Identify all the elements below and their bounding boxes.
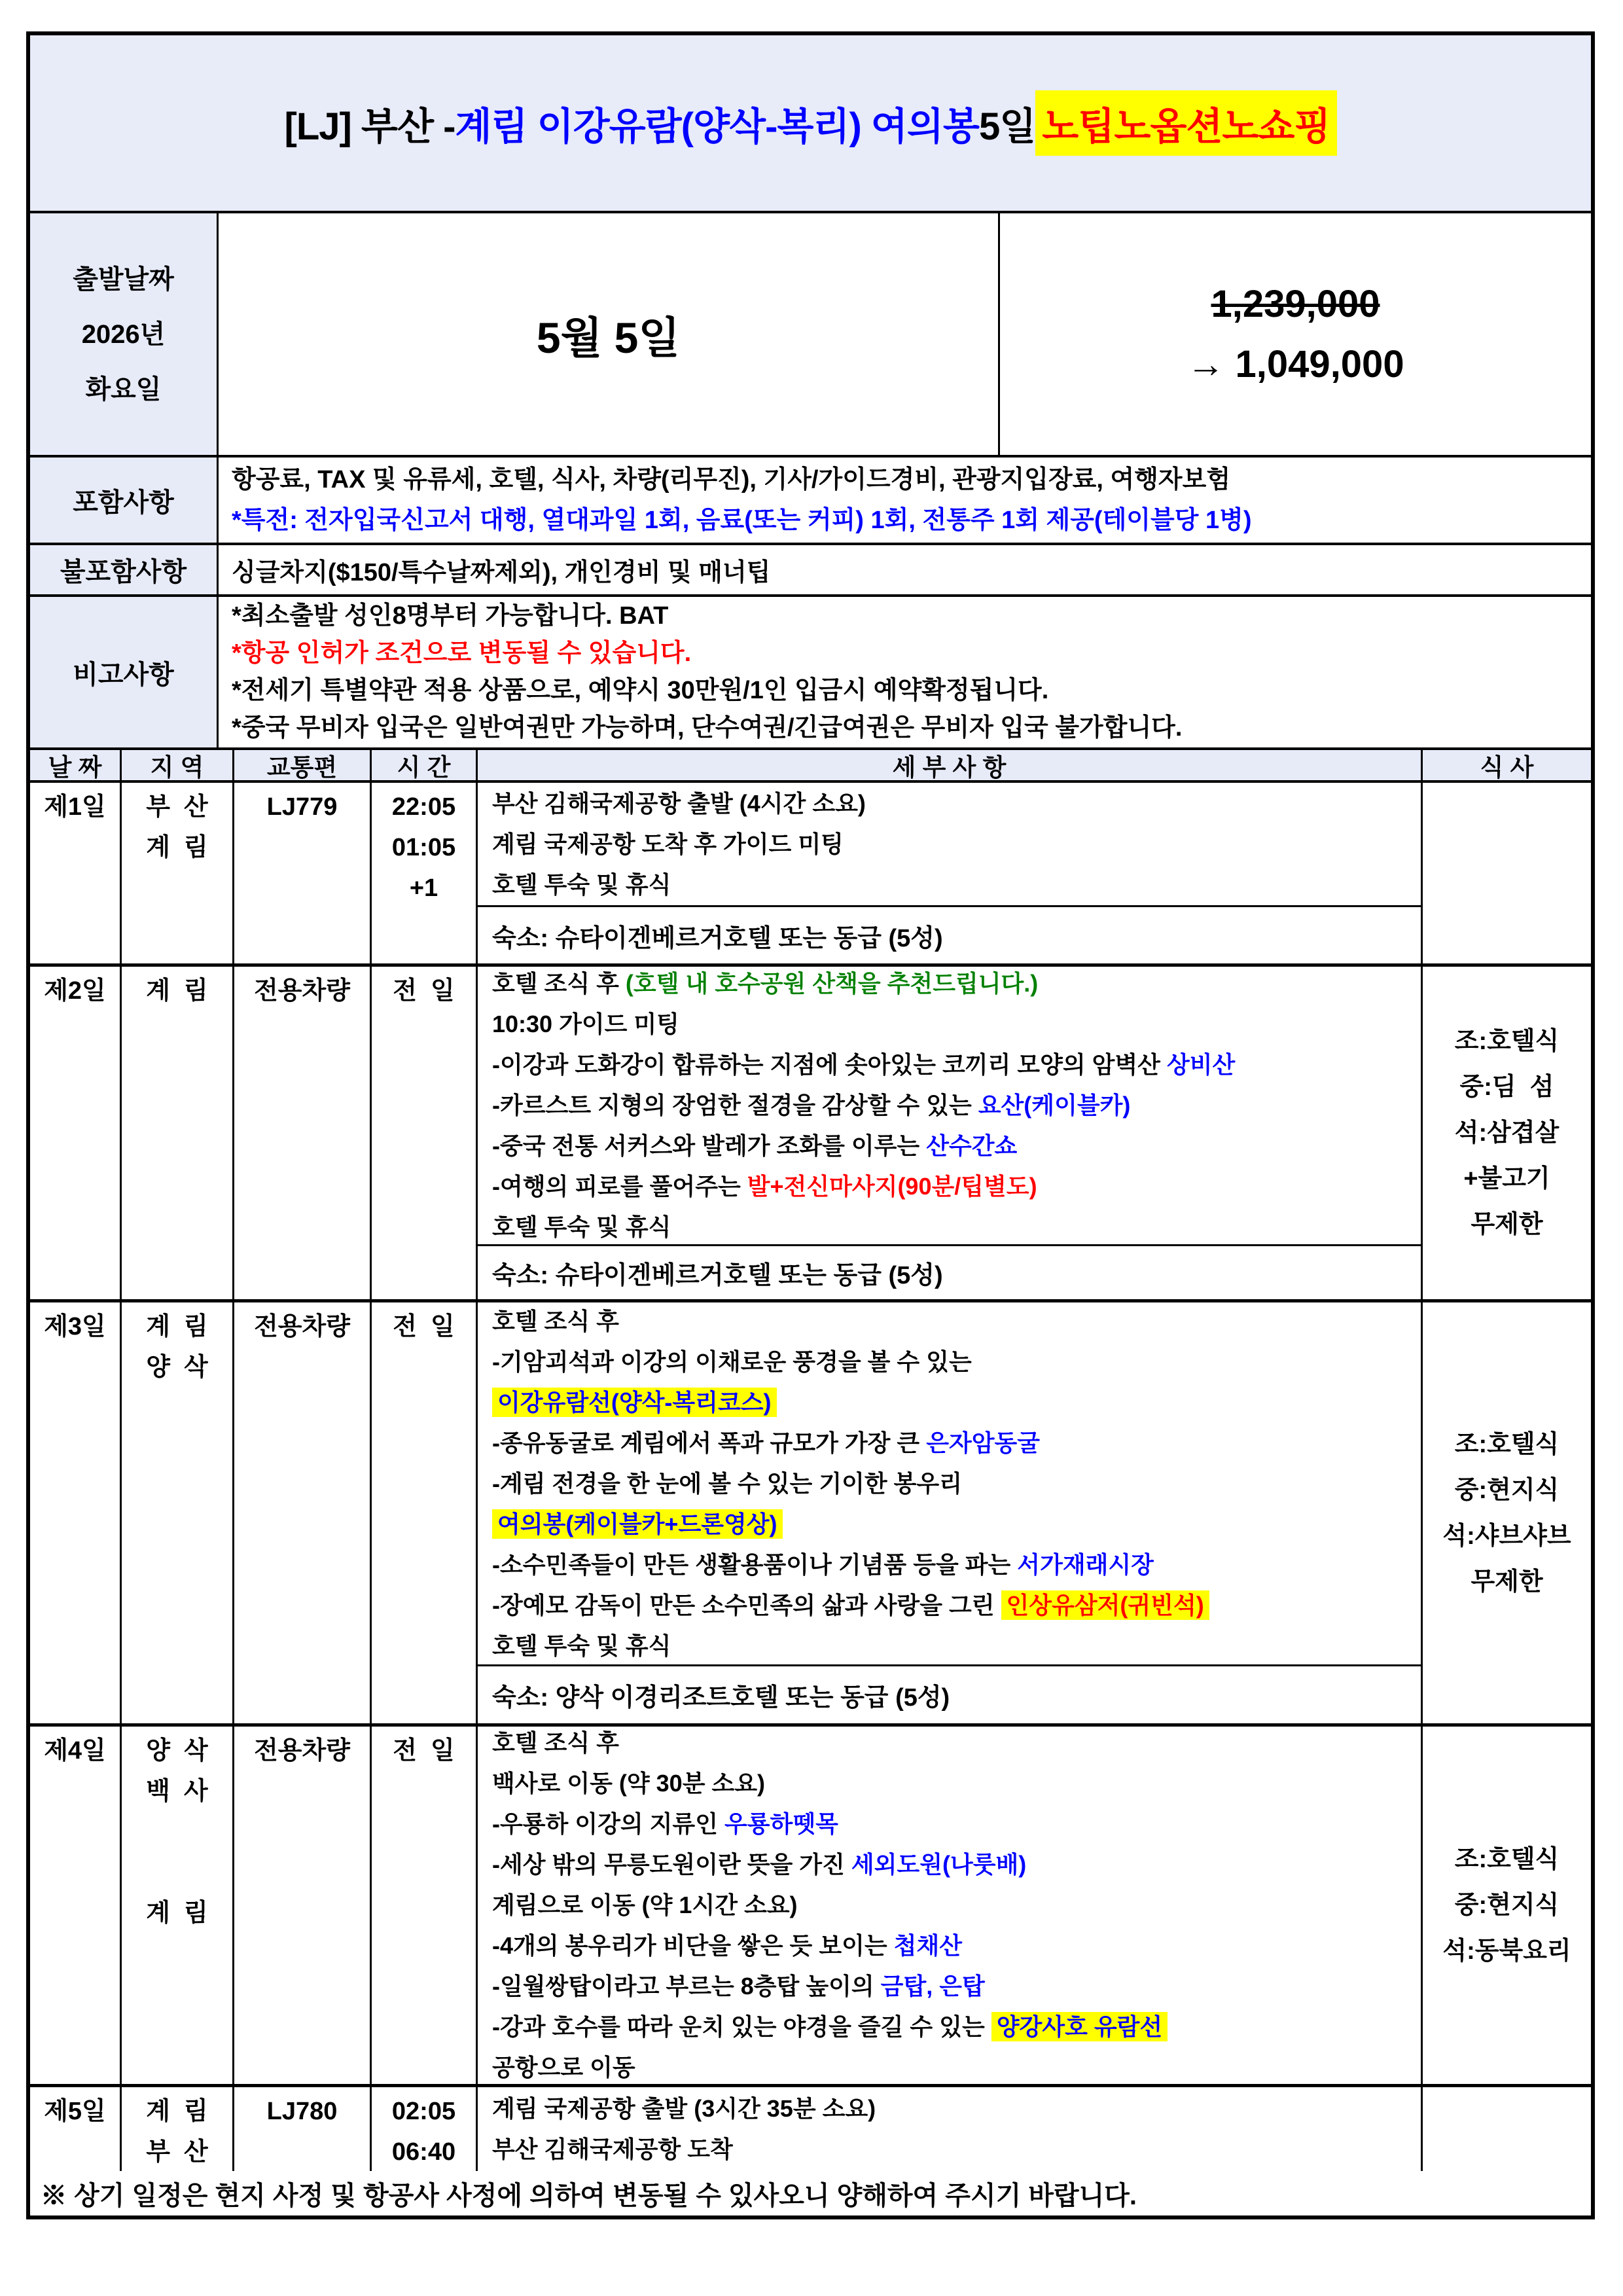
header-region: 지 역	[122, 750, 234, 780]
title-tour-name: 계림 이강유람(양삭-복리) 여의봉	[455, 105, 979, 148]
time-value: 22:05	[391, 793, 456, 821]
excluded-row	[30, 545, 1591, 597]
title-no-tip-badge: 노팁노옵션노쇼핑	[1035, 90, 1336, 156]
detail-cell	[478, 1727, 1423, 2084]
excluded-label: 불포함사항	[60, 558, 187, 586]
notes-line: *항공 인허가 조건으로 변동될 수 있습니다.	[232, 639, 692, 667]
day-label: 제5일	[44, 2098, 106, 2125]
time-cell	[372, 783, 478, 963]
included-line2: *특전: 전자입국신고서 대행, 열대과일 1회, 음료(또는 커피) 1회, 전통주 1회 제공(테이블당 1병)	[232, 507, 1252, 534]
text-segment: -장예모 감독이 만든 소수민족의 삶과 사랑을 그린	[492, 1591, 1001, 1619]
text-segment: -여행의 피로를 풀어주는	[492, 1173, 747, 1200]
included-label: 포함사항	[73, 488, 174, 517]
transport-name: LJ780	[266, 2098, 338, 2125]
meal-line: 중:현지식	[1454, 1476, 1560, 1504]
detail-line	[492, 1804, 1421, 1844]
new-price: 1,049,000	[1235, 342, 1404, 386]
document-title	[30, 35, 1591, 213]
region-cell	[122, 967, 234, 1299]
detail-lines	[478, 783, 1421, 905]
text-segment: 호텔 조식 후	[492, 1307, 619, 1335]
price-cell	[1000, 213, 1591, 455]
day-label-cell	[30, 1302, 122, 1723]
itinerary-document	[26, 31, 1595, 2219]
day-label-cell	[30, 1727, 122, 2084]
detail-line	[492, 1966, 1421, 2007]
detail-line	[492, 1342, 1421, 1382]
detail-lines	[478, 2087, 1421, 2171]
day-label: 제2일	[44, 977, 106, 1005]
detail-line	[492, 1207, 1421, 1244]
detail-cell	[478, 2087, 1423, 2171]
region-name: 부 산	[146, 793, 208, 821]
text-segment: -4개의 봉우리가 비단을 쌓은 듯 보이는	[492, 1932, 894, 1959]
region-cell	[122, 1727, 234, 2084]
header-date: 날 짜	[30, 750, 122, 780]
text-segment: 은자암동굴	[926, 1429, 1041, 1456]
detail-line	[492, 2089, 1421, 2129]
text-segment: -우룡하 이강의 지류인	[492, 1810, 724, 1837]
text-segment: 상비산	[1166, 1051, 1236, 1078]
detail-cell	[478, 967, 1423, 1299]
transport-cell	[234, 1302, 372, 1723]
notes-label-cell	[30, 597, 219, 747]
text-segment: 산수간쇼	[926, 1132, 1018, 1159]
text-segment: 호텔 조식 후	[492, 1729, 619, 1756]
included-label-cell	[30, 457, 219, 543]
title-prefix: [LJ] 부산 -	[284, 105, 455, 148]
time-value: 전 일	[393, 1737, 455, 1765]
region-name: 계 림	[146, 1313, 208, 1340]
detail-line	[492, 1166, 1421, 1207]
title-duration: 5일	[978, 105, 1036, 148]
time-value: 01:05	[391, 834, 456, 861]
meal-cell	[1423, 967, 1591, 1299]
detail-line	[492, 865, 1421, 905]
day-label: 제4일	[44, 1737, 106, 1765]
schedule-day-row	[30, 1727, 1591, 2087]
detail-lines	[478, 967, 1421, 1244]
schedule-day-row	[30, 783, 1591, 967]
excluded-label-cell	[30, 545, 219, 594]
day-label: 제3일	[44, 1313, 106, 1340]
text-segment: -기암괴석과 이강의 이채로운 풍경을 볼 수 있는	[492, 1348, 972, 1375]
detail-line	[492, 1926, 1421, 1966]
departure-label-cell	[30, 213, 219, 455]
notes-label: 비고사항	[73, 660, 174, 689]
time-cell	[372, 1302, 478, 1723]
excluded-body	[219, 545, 1591, 594]
text-segment: 금탑, 은탑	[880, 1973, 985, 2000]
day-label-cell	[30, 783, 122, 963]
text-segment: 계림으로 이동 (약 1시간 소요)	[492, 1892, 798, 1918]
departure-date: 5월 5일	[536, 314, 681, 362]
text-segment: 세외도원(나룻배)	[851, 1851, 1027, 1878]
region-name	[122, 1852, 232, 1893]
region-name: 백 사	[146, 1778, 208, 1805]
detail-line	[492, 1463, 1421, 1504]
text-segment: 계림 국제공항 출발 (3시간 35분 소요)	[492, 2095, 876, 2122]
transport-cell	[234, 967, 372, 1299]
transport-cell	[234, 783, 372, 963]
detail-line	[492, 1085, 1421, 1126]
detail-line	[492, 2047, 1421, 2084]
text-segment: -계림 전경을 한 눈에 볼 수 있는 기이한 봉우리	[492, 1469, 962, 1497]
text-segment: -일월쌍탑이라고 부르는 8층탑 높이의	[492, 1973, 881, 2000]
included-body	[219, 457, 1591, 543]
meal-cell	[1423, 1727, 1591, 2084]
text-segment: 공항으로 이동	[492, 2054, 635, 2081]
lodging-row: 숙소: 슈타이겐베르거호텔 또는 동급 (5성)	[478, 1244, 1421, 1299]
text-segment: 백사로 이동 (약 30분 소요)	[492, 1770, 766, 1797]
departure-label-line: 출발날짜	[73, 264, 174, 294]
text-segment: -종유동굴로 계림에서 폭과 규모가 가장 큰	[492, 1429, 927, 1456]
text-segment: 부산 김해국제공항 출발 (4시간 소요)	[492, 789, 866, 817]
notes-line: *최소출발 성인8명부터 가능합니다. BAT	[232, 602, 669, 630]
header-meals: 식 사	[1480, 754, 1534, 781]
meal-line: 석:삼겹살	[1454, 1119, 1560, 1147]
schedule-day-row	[30, 967, 1591, 1302]
price-arrow: →	[1186, 342, 1225, 386]
text-segment: 호텔 투숙 및 휴식	[492, 1213, 671, 1240]
detail-line	[492, 1763, 1421, 1804]
transport-cell	[234, 2087, 372, 2171]
meal-line: 조:호텔식	[1454, 1846, 1560, 1873]
transport-name: 전용차량	[254, 1313, 350, 1340]
text-segment: 10:30 가이드 미팅	[492, 1011, 679, 1037]
region-name: 계 림	[146, 977, 208, 1005]
region-name: 계 림	[146, 834, 208, 861]
detail-line	[492, 1545, 1421, 1585]
detail-line	[492, 2129, 1421, 2170]
text-segment: 이강유람선(양삭-복리코스)	[492, 1388, 777, 1417]
text-segment: 우룡하뗏목	[724, 1810, 838, 1837]
notes-body	[219, 597, 1591, 747]
text-segment: 여의봉(케이블카+드론영상)	[492, 1509, 783, 1539]
detail-line	[492, 1585, 1421, 1626]
time-cell	[372, 967, 478, 1299]
region-cell	[122, 2087, 234, 2171]
region-name: 양 삭	[146, 1737, 208, 1765]
text-segment: -중국 전통 서커스와 발레가 조화를 이루는	[492, 1132, 927, 1159]
detail-line	[492, 967, 1421, 1004]
meal-line: 조:호텔식	[1454, 1430, 1560, 1458]
text-segment: -강과 호수를 따라 운치 있는 야경을 즐길 수 있는	[492, 2013, 991, 2040]
text-segment: 첩채산	[893, 1932, 962, 1959]
detail-line	[492, 1727, 1421, 1763]
detail-lines	[478, 1727, 1421, 2084]
detail-cell	[478, 1302, 1423, 1723]
detail-line	[492, 1885, 1421, 1926]
region-cell	[122, 783, 234, 963]
text-segment: 서가재래시장	[1017, 1551, 1154, 1578]
new-price-line	[1186, 334, 1404, 395]
text-segment: 호텔 투숙 및 휴식	[492, 1632, 671, 1659]
detail-line	[492, 1423, 1421, 1463]
meal-line: 석:동북요리	[1442, 1937, 1571, 1965]
text-segment: 인상유삼저(귀빈석)	[1001, 1590, 1209, 1620]
detail-cell	[478, 783, 1423, 963]
schedule-day-row	[30, 1302, 1591, 1727]
old-price: 1,239,000	[1211, 282, 1380, 325]
time-value: 전 일	[393, 1313, 455, 1340]
transport-name: 전용차량	[254, 977, 350, 1005]
text-segment: 발+전신마사지(90분/팁별도)	[747, 1173, 1037, 1200]
meal-cell	[1423, 2087, 1591, 2171]
detail-line	[492, 2007, 1421, 2047]
transport-cell	[234, 1727, 372, 2084]
departure-year: 2026년	[81, 319, 166, 349]
departure-date-cell	[219, 213, 1000, 455]
region-name: 계 림	[146, 2098, 208, 2125]
detail-line	[492, 1004, 1421, 1045]
region-name: 양 삭	[146, 1354, 208, 1381]
meal-cell	[1423, 783, 1591, 963]
header-transport: 교통편	[234, 750, 372, 780]
departure-row	[30, 213, 1591, 457]
meal-line: 조:호텔식	[1454, 1028, 1560, 1055]
meal-line: 무제한	[1471, 1211, 1543, 1238]
region-name: 계 림	[146, 1899, 208, 1927]
meal-line: 중:딤 섬	[1459, 1073, 1554, 1101]
day-label: 제1일	[44, 793, 106, 821]
region-name: 부 산	[146, 2138, 208, 2166]
transport-name: LJ779	[266, 793, 338, 821]
detail-line	[492, 1504, 1421, 1545]
time-value: 전 일	[393, 977, 455, 1005]
lodging-row: 숙소: 양삭 이경리조트호텔 또는 동급 (5성)	[478, 1664, 1421, 1723]
meal-line: 무제한	[1471, 1568, 1543, 1596]
header-time: 시 간	[372, 750, 478, 780]
time-cell	[372, 2087, 478, 2171]
lodging-row: 숙소: 슈타이겐베르거호텔 또는 동급 (5성)	[478, 905, 1421, 963]
detail-line	[492, 1302, 1421, 1342]
meal-line: 석:샤브샤브	[1442, 1522, 1571, 1550]
detail-line	[492, 1045, 1421, 1085]
detail-line	[492, 1626, 1421, 1665]
meal-line: 중:현지식	[1454, 1892, 1560, 1919]
included-row	[30, 457, 1591, 545]
schedule-day-row	[30, 2087, 1591, 2171]
text-segment: 호텔 투숙 및 휴식	[492, 870, 671, 898]
text-segment: 요산(케이블카)	[978, 1092, 1131, 1119]
meal-cell	[1423, 1302, 1591, 1723]
footer-note	[30, 2171, 1591, 2215]
notes-row	[30, 597, 1591, 750]
header-details: 세 부 사 항	[478, 750, 1423, 780]
included-line1: 항공료, TAX 및 유류세, 호텔, 식사, 차량(리무진), 기사/가이드경비, 관광지입장료, 여행자보험	[232, 466, 1231, 493]
detail-line	[492, 824, 1421, 865]
text-segment: -세상 밖의 무릉도원이란 뜻을 가진	[492, 1851, 851, 1878]
time-value: +1	[409, 874, 438, 902]
region-cell	[122, 1302, 234, 1723]
schedule-header-row	[30, 750, 1591, 783]
meal-line: +불고기	[1463, 1165, 1550, 1193]
text-segment: 부산 김해국제공항 도착	[492, 2136, 733, 2162]
detail-lines	[478, 1302, 1421, 1664]
text-segment: (호텔 내 호수공원 산책을 추천드립니다.)	[625, 970, 1039, 997]
day-label-cell	[30, 2087, 122, 2171]
detail-line	[492, 783, 1421, 824]
time-cell	[372, 1727, 478, 2084]
text-segment: -카르스트 지형의 장엄한 절경을 감상할 수 있는	[492, 1092, 978, 1119]
text-segment: 계림 국제공항 도착 후 가이드 미팅	[492, 830, 844, 857]
departure-weekday: 화요일	[85, 374, 162, 404]
footer-text: ※ 상기 일정은 현지 사정 및 항공사 사정에 의하여 변동될 수 있사오니 양해하여 주시기 바랍니다.	[41, 2181, 1137, 2210]
excluded-line1: 싱글차지($150/특수날짜제외), 개인경비 및 매너팁	[232, 559, 771, 586]
text-segment: -소수민족들이 만든 생활용품이나 기념품 등을 파는	[492, 1551, 1018, 1578]
time-value: 06:40	[391, 2138, 456, 2166]
text-segment: 양강사호 유람선	[991, 2012, 1168, 2041]
notes-line: *전세기 특별약관 적용 상품으로, 예약시 30만원/1인 입금시 예약확정됩니다.	[232, 677, 1049, 704]
region-name	[122, 1812, 232, 1852]
day-label-cell	[30, 967, 122, 1299]
text-segment: -이강과 도화강이 합류하는 지점에 솟아있는 코끼리 모양의 암벽산	[492, 1051, 1167, 1078]
time-value: 02:05	[391, 2098, 456, 2125]
text-segment: 호텔 조식 후	[492, 970, 626, 997]
schedule-days	[30, 783, 1591, 2171]
detail-line	[492, 1844, 1421, 1885]
detail-line	[492, 1382, 1421, 1423]
notes-line: *중국 무비자 입국은 일반여권만 가능하며, 단수여권/긴급여권은 무비자 입국 불가합니다.	[232, 714, 1183, 742]
detail-line	[492, 1126, 1421, 1166]
transport-name: 전용차량	[254, 1737, 350, 1765]
